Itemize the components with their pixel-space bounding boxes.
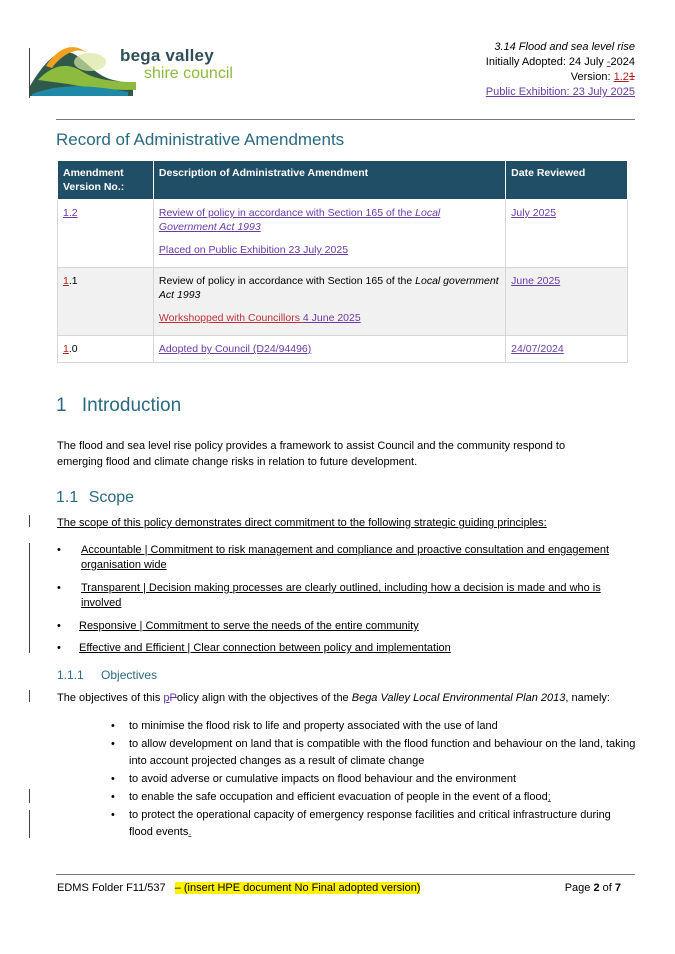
change-bar [29, 48, 30, 98]
page-current: 2 [593, 882, 600, 894]
bullet-icon: • [57, 620, 61, 632]
col-version: Amendment Version No.: [58, 161, 154, 200]
lead-a: The objectives of this [57, 692, 164, 704]
desc-main: Review of policy in accordance with Section 165 of the [158, 207, 416, 219]
bullet-icon: • [111, 791, 115, 803]
version-line [486, 70, 635, 85]
objectives-number: 1.1.1 [57, 668, 84, 682]
table-row [58, 200, 628, 268]
objectives-heading [57, 668, 157, 682]
lead-c: , namely: [565, 692, 610, 704]
version-major: 1 [63, 275, 69, 287]
version-label: Version: [570, 71, 614, 83]
objective-text: to allow development on land that is compatible with the flood function and behaviour on the land, taking into account projected changes as a result of climate change [129, 738, 636, 767]
bullet-icon: • [111, 738, 115, 750]
scope-lead: The scope of this policy demonstrates direct commitment to the following strategic guiding principles: [57, 517, 547, 529]
row-date [506, 268, 628, 336]
principle-text: Effective and Efficient | Clear connection between policy and implementation [79, 642, 451, 654]
logo-line-2: shire council [144, 65, 233, 82]
table-row [58, 268, 628, 336]
doc-title: 3.14 Flood and sea level rise [494, 41, 635, 53]
page-label: Page [564, 882, 594, 894]
header-rule [56, 119, 635, 120]
edms-folder: EDMS Folder F11/537 [57, 882, 166, 894]
version-major: 1 [63, 343, 69, 355]
bullet-icon: • [57, 544, 61, 556]
list-item [111, 789, 636, 806]
desc-note-b: 4 June 2025 [302, 312, 361, 324]
version-new: 1.2 [613, 71, 629, 83]
change-bar [29, 690, 30, 702]
desc-main: Adopted by Council (D24/94496) [158, 343, 312, 355]
intro-number: 1 [56, 395, 67, 416]
list-item [57, 581, 617, 611]
act-name: Local Government Act 1993 [158, 207, 441, 233]
row-version [58, 336, 154, 363]
amendments-heading: Record of Administrative Amendments [56, 130, 345, 149]
tracked-mark: ; [547, 791, 551, 803]
objective-body: to enable the safe occupation and efficient evacuation of people in the event of a flood [129, 791, 548, 803]
objectives-title: Objectives [101, 668, 158, 682]
initially-adopted [486, 55, 635, 70]
version-minor: .0 [68, 343, 78, 355]
amendments-table [57, 160, 628, 363]
description-text [159, 274, 500, 302]
council-logo [28, 34, 248, 104]
row-description [153, 268, 505, 336]
objective-body: to protect the operational capacity of emergency response facilities and critical infrastructure during flood events [129, 809, 611, 838]
row-description [153, 336, 505, 363]
col-description: Description of Administrative Amendment [153, 161, 505, 200]
list-item [57, 619, 617, 634]
row-date [506, 336, 628, 363]
intro-heading [56, 395, 181, 417]
objective-text: to minimise the flood risk to life and property associated with the use of land [129, 720, 498, 732]
list-item [111, 771, 636, 788]
objectives-lead [57, 690, 637, 706]
scope-number: 1.1 [56, 489, 79, 506]
page-of: of [599, 882, 615, 894]
col-date: Date Reviewed [506, 161, 628, 200]
adopted-year: 2024 [610, 56, 635, 68]
list-item [111, 736, 636, 770]
document-header [486, 40, 635, 100]
page-total: 7 [614, 882, 621, 894]
date-value: 24/07/2024 [511, 343, 564, 355]
lep-name: Bega Valley Local Environmental Plan 2013 [351, 692, 566, 704]
hpe-note: – (insert HPE document No Final adopted version) [174, 882, 421, 894]
date-value: June 2025 [511, 275, 561, 287]
desc-main: Review of policy in accordance with Section 165 of the [158, 275, 416, 287]
bullet-icon: • [111, 773, 115, 785]
change-bar [29, 515, 30, 527]
row-description [153, 200, 505, 268]
objective-text [111, 807, 636, 841]
change-bar [29, 789, 30, 803]
intro-paragraph: The flood and sea level rise policy provides a framework to assist Council and the community respond to emerging flood and climate change risks in relation to future development. [57, 440, 566, 468]
lead-b: olicy align with the objectives of the [176, 692, 352, 704]
row-date [506, 200, 628, 268]
principle-text: Transparent | Decision making processes are clearly outlined, including how a decision is made and who is involved [81, 582, 601, 609]
list-item [57, 641, 617, 656]
list-item [111, 718, 636, 735]
desc-note [159, 311, 500, 325]
bullet-icon: • [111, 809, 115, 821]
adopted-mark: - [606, 56, 611, 68]
row-version [58, 268, 154, 336]
table-header-row [58, 161, 628, 200]
page-number [565, 882, 621, 894]
desc-note: Placed on Public Exhibition 23 July 2025 [158, 244, 349, 256]
bullet-icon: • [57, 582, 61, 594]
version-minor: .1 [68, 275, 78, 287]
tracked-mark: . [188, 826, 192, 838]
principle-text: Responsive | Commitment to serve the needs of the entire community [79, 620, 419, 632]
bullet-icon: • [111, 720, 115, 732]
list-item [111, 807, 636, 841]
date-value: July 2025 [511, 207, 557, 219]
objective-text: to avoid adverse or cumulative impacts on flood behaviour and the environment [129, 773, 517, 785]
lead-delete: P [169, 692, 177, 704]
lead-insert: p [163, 692, 170, 704]
public-exhibition: Public Exhibition: 23 July 2025 [485, 86, 635, 98]
objective-text [111, 789, 636, 806]
version-value: 1.2 [63, 207, 78, 219]
row-version [58, 200, 154, 268]
change-bar [29, 543, 30, 653]
act-name: Local government Act 1993 [158, 275, 499, 301]
intro-title: Introduction [81, 395, 182, 416]
principle-text: Accountable | Commitment to risk management and compliance and proactive consultation and engagement organisation wide [81, 544, 610, 571]
desc-note-a: Workshopped with Councillors [158, 312, 303, 324]
footer [57, 882, 635, 894]
description-text [159, 206, 500, 234]
change-bar [29, 810, 30, 838]
logo-line-1: bega valley [120, 46, 214, 65]
table-row [58, 336, 628, 363]
scope-title: Scope [88, 489, 135, 506]
adopted-label: Initially Adopted: 24 July [485, 56, 607, 68]
bullet-icon: • [57, 642, 61, 654]
footer-rule [56, 874, 635, 875]
scope-heading [56, 489, 134, 507]
version-old: 1 [628, 71, 635, 83]
list-item [57, 543, 617, 573]
